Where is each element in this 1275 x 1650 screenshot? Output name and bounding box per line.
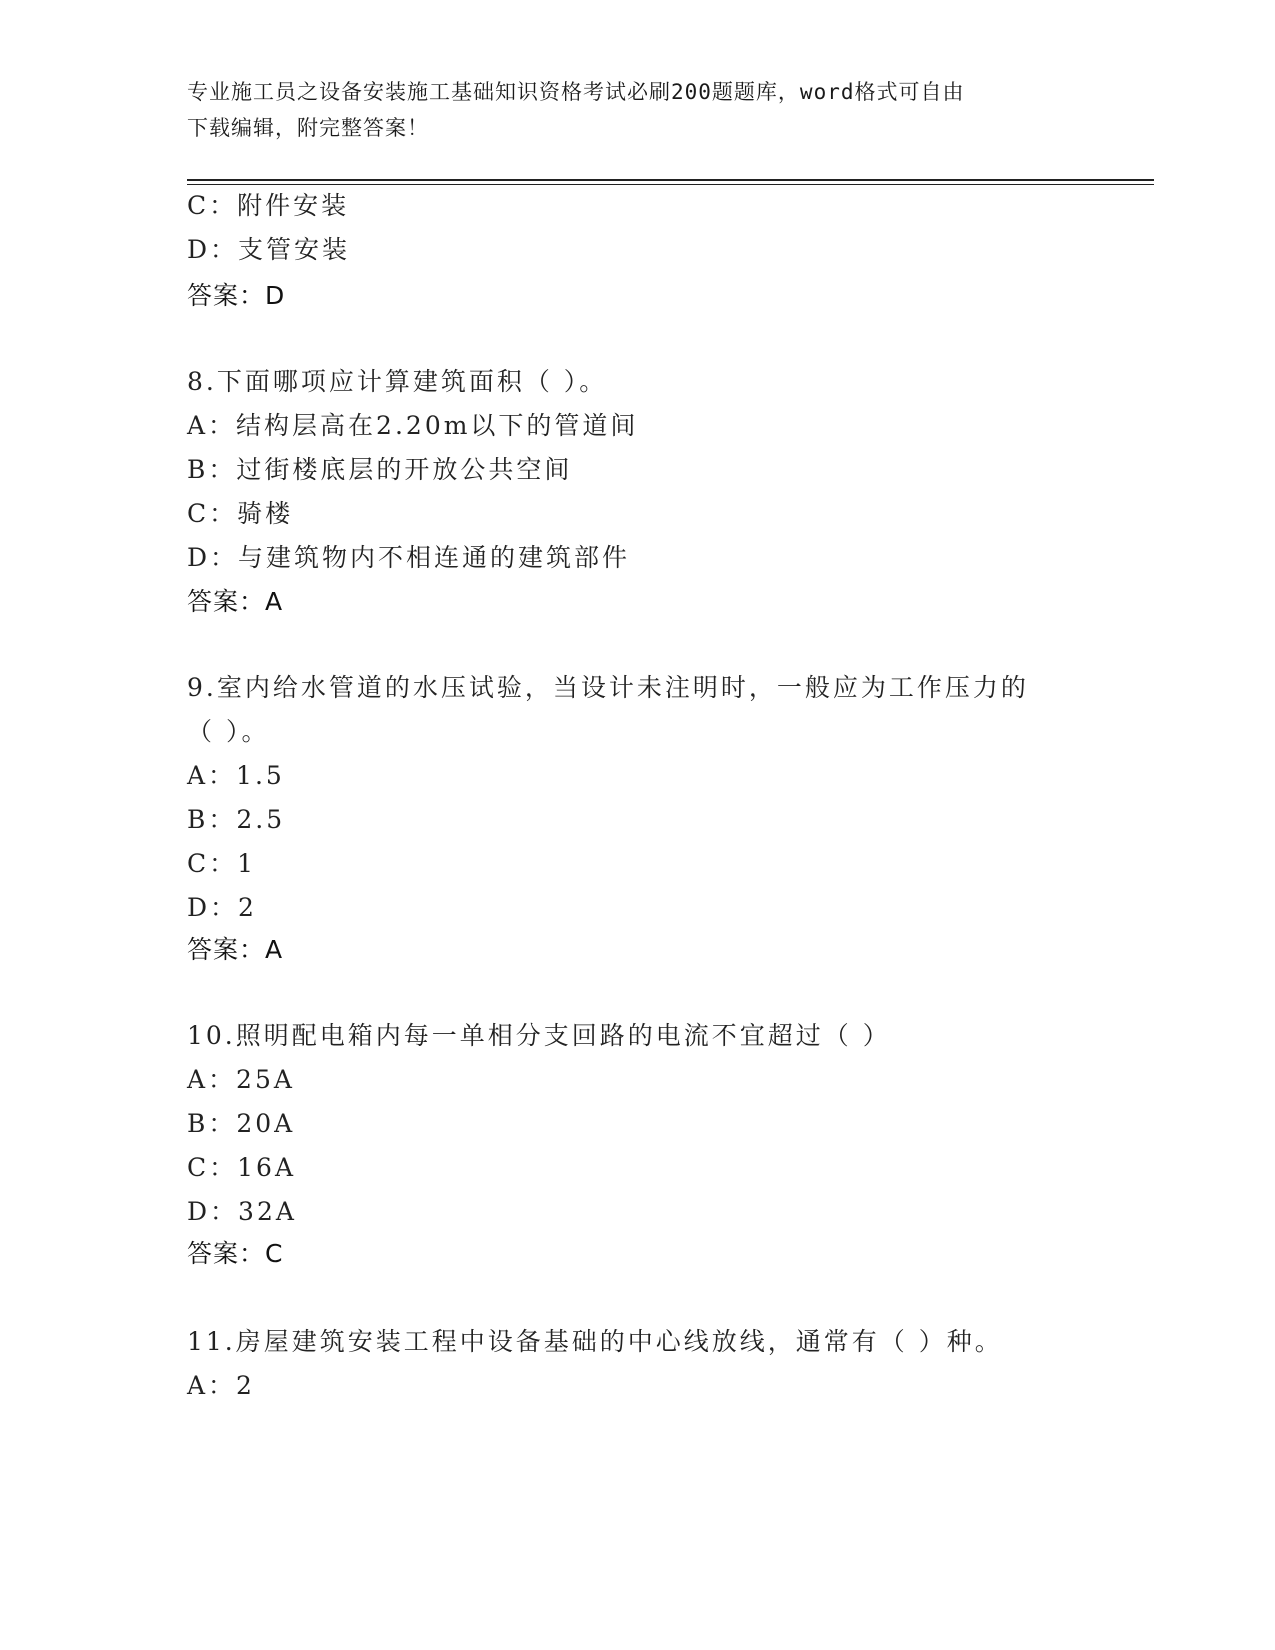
question-9-option-b: B：2.5 (187, 805, 286, 834)
question-8-answer: 答案：A (187, 587, 284, 616)
header-line-1: 专业施工员之设备安装施工基础知识资格考试必刷200题题库，word格式可自由 (187, 80, 965, 104)
header-divider-thick (187, 179, 1154, 181)
header-divider-thin (187, 184, 1154, 185)
question-8-stem: 8.下面哪项应计算建筑面积（ ）。 (187, 367, 608, 396)
question-10-option-c: C：16A (187, 1153, 296, 1182)
header-line-2: 下载编辑，附完整答案！ (187, 116, 429, 140)
question-9-stem-cont: （ ）。 (187, 717, 270, 746)
question-8-option-b: B：过街楼底层的开放公共空间 (187, 455, 573, 484)
answer-line: 答案：D (187, 281, 286, 310)
question-8-option-a: A：结构层高在2.20m以下的管道间 (187, 411, 639, 440)
question-11-stem: 11.房屋建筑安装工程中设备基础的中心线放线，通常有（ ）种。 (187, 1327, 1003, 1356)
question-10-option-b: B：20A (187, 1109, 296, 1138)
question-10-option-a: A：25A (187, 1065, 295, 1094)
question-9-option-d: D：2 (187, 893, 257, 922)
question-9-answer: 答案：A (187, 935, 284, 964)
option-c: C：附件安装 (187, 191, 350, 220)
question-8-option-c: C：骑楼 (187, 499, 294, 528)
document-header (187, 74, 1087, 146)
question-9-option-c: C：1 (187, 849, 257, 878)
question-8-option-d: D：与建筑物内不相连通的建筑部件 (187, 543, 631, 572)
question-9-option-a: A：1.5 (187, 761, 285, 790)
question-11-option-a: A：2 (187, 1371, 255, 1400)
option-d: D：支管安装 (187, 235, 351, 264)
question-9-stem: 9.室内给水管道的水压试验，当设计未注明时，一般应为工作压力的 (187, 673, 1029, 702)
question-10-answer: 答案：C (187, 1239, 284, 1268)
question-10-option-d: D：32A (187, 1197, 297, 1226)
question-10-stem: 10.照明配电箱内每一单相分支回路的电流不宜超过（ ） (187, 1021, 891, 1050)
